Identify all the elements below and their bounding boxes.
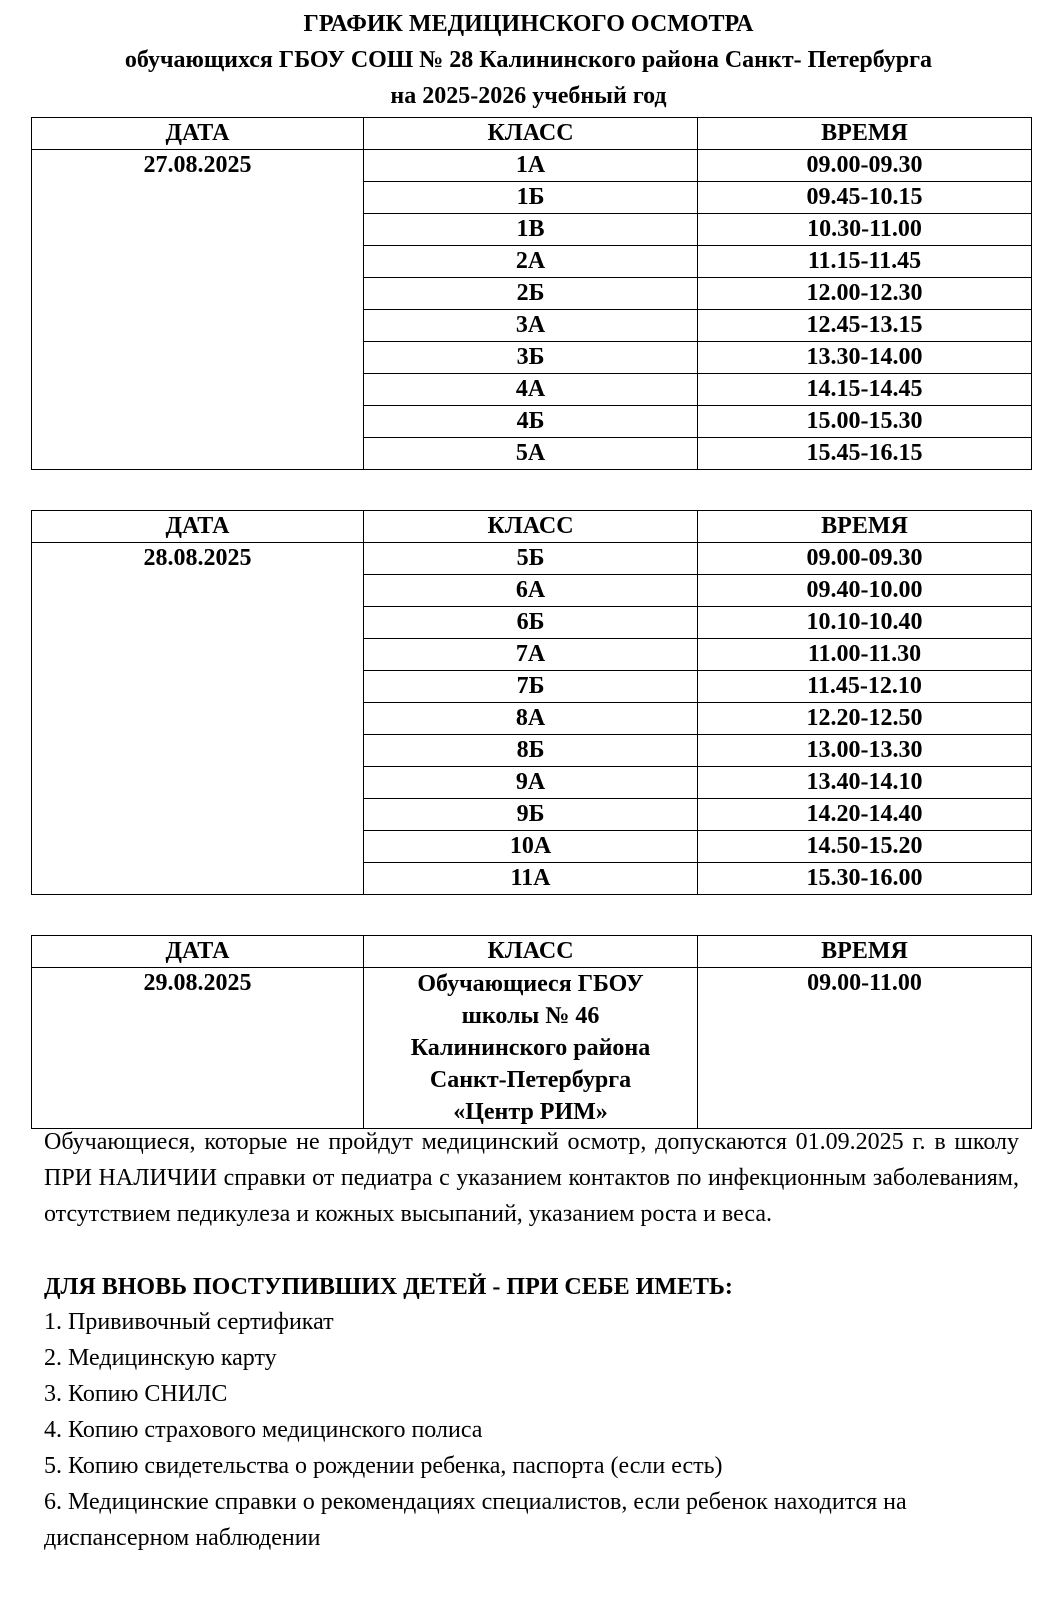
document-subtitle: обучающихся ГБОУ СОШ № 28 Калининского района Санкт- Петербурга <box>124 47 933 73</box>
requirements-heading: ДЛЯ ВНОВЬ ПОСТУПИВШИХ ДЕТЕЙ - ПРИ СЕБЕ ИМЕТЬ: <box>44 1274 733 1300</box>
requirement-item: 6. Медицинские справки о рекомендациях специалистов, если ребенок находится на диспансерном наблюдении <box>44 1489 907 1551</box>
date-cell: 28.08.2025 <box>32 543 364 895</box>
time-cell: 12.45-13.15 <box>698 310 1032 342</box>
time-cell: 09.00-11.00 <box>698 968 1032 1129</box>
header-time: ВРЕМЯ <box>698 511 1032 543</box>
class-cell: 9Б <box>364 799 698 831</box>
class-cell: 1Б <box>364 182 698 214</box>
time-cell: 15.00-15.30 <box>698 406 1032 438</box>
date-cell: 27.08.2025 <box>32 150 364 470</box>
requirement-item: 5. Копию свидетельства о рождении ребенка, паспорта (если есть) <box>44 1453 723 1479</box>
time-cell: 09.00-09.30 <box>698 543 1032 575</box>
class-cell: 6А <box>364 575 698 607</box>
requirement-item: 4. Копию страхового медицинского полиса <box>44 1417 483 1443</box>
schedule-table-1 <box>31 117 1032 470</box>
class-cell: 11А <box>364 863 698 895</box>
document-title: ГРАФИК МЕДИЦИНСКОГО ОСМОТРА <box>303 11 754 37</box>
class-cell: 2Б <box>364 278 698 310</box>
time-cell: 14.15-14.45 <box>698 374 1032 406</box>
time-cell: 09.00-09.30 <box>698 150 1032 182</box>
class-cell: 9А <box>364 767 698 799</box>
header-date: ДАТА <box>32 511 364 543</box>
requirement-item: 2. Медицинскую карту <box>44 1345 277 1371</box>
table-row <box>32 150 1032 182</box>
time-cell: 11.45-12.10 <box>698 671 1032 703</box>
time-cell: 09.45-10.15 <box>698 182 1032 214</box>
class-cell: 8Б <box>364 735 698 767</box>
time-cell: 12.20-12.50 <box>698 703 1032 735</box>
class-cell: 5А <box>364 438 698 470</box>
time-cell: 15.45-16.15 <box>698 438 1032 470</box>
table-row <box>32 543 1032 575</box>
class-cell: 7А <box>364 639 698 671</box>
class-cell: Обучающиеся ГБОУ школы № 46 Калининского района Санкт-Петербурга «Центр РИМ» <box>364 968 698 1129</box>
requirements-list <box>44 1304 1004 1556</box>
header-time: ВРЕМЯ <box>698 118 1032 150</box>
header-class: КЛАСС <box>364 936 698 968</box>
header-class: КЛАСС <box>364 118 698 150</box>
header-date: ДАТА <box>32 936 364 968</box>
date-cell: 29.08.2025 <box>32 968 364 1129</box>
class-cell: 4А <box>364 374 698 406</box>
time-cell: 11.15-11.45 <box>698 246 1032 278</box>
time-cell: 09.40-10.00 <box>698 575 1032 607</box>
header-time: ВРЕМЯ <box>698 936 1032 968</box>
schedule-table-3 <box>31 935 1032 1129</box>
class-cell: 1А <box>364 150 698 182</box>
class-cell: 1В <box>364 214 698 246</box>
class-cell: 4Б <box>364 406 698 438</box>
time-cell: 15.30-16.00 <box>698 863 1032 895</box>
admission-note: Обучающиеся, которые не пройдут медицинский осмотр, допускаются 01.09.2025 г. в школу ПРИ НАЛИЧИИ справки от педиатра с указанием контактов по инфекционным заболеваниям, отсутствием педикулеза и кожных высыпаний, указанием роста и веса. <box>44 1129 1019 1227</box>
time-cell: 11.00-11.30 <box>698 639 1032 671</box>
time-cell: 10.10-10.40 <box>698 607 1032 639</box>
class-cell: 2А <box>364 246 698 278</box>
requirement-item: 3. Копию СНИЛС <box>44 1381 228 1407</box>
class-cell: 8А <box>364 703 698 735</box>
table-header-row <box>32 511 1032 543</box>
table-row <box>32 968 1032 1129</box>
class-cell: 3Б <box>364 342 698 374</box>
header-date: ДАТА <box>32 118 364 150</box>
time-cell: 13.40-14.10 <box>698 767 1032 799</box>
time-cell: 14.20-14.40 <box>698 799 1032 831</box>
class-cell: 6Б <box>364 607 698 639</box>
time-cell: 13.30-14.00 <box>698 342 1032 374</box>
academic-year: на 2025-2026 учебный год <box>390 83 667 109</box>
header-class: КЛАСС <box>364 511 698 543</box>
time-cell: 13.00-13.30 <box>698 735 1032 767</box>
table-header-row <box>32 936 1032 968</box>
table-header-row <box>32 118 1032 150</box>
time-cell: 14.50-15.20 <box>698 831 1032 863</box>
class-cell: 7Б <box>364 671 698 703</box>
class-cell: 5Б <box>364 543 698 575</box>
class-cell: 3А <box>364 310 698 342</box>
time-cell: 10.30-11.00 <box>698 214 1032 246</box>
class-cell: 10А <box>364 831 698 863</box>
schedule-table-2 <box>31 510 1032 895</box>
time-cell: 12.00-12.30 <box>698 278 1032 310</box>
requirement-item: 1. Прививочный сертификат <box>44 1309 334 1335</box>
